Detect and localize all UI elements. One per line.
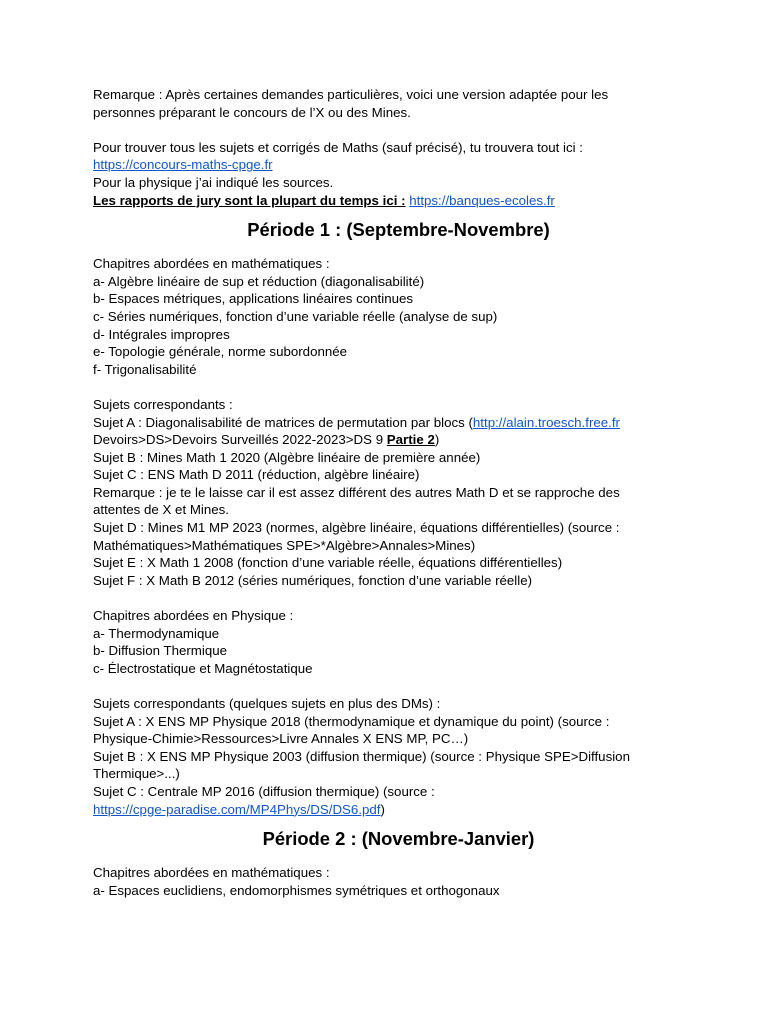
spacer [93,589,708,607]
intro-remark-line-2: personnes préparant le concours de l’X ou des Mines. [93,104,411,120]
jury-reports-link[interactable]: https://banques-ecoles.fr [409,192,555,208]
period-2-math-heading: Chapitres abordées en mathématiques : [93,865,330,881]
subject-a-part: Partie 2 [386,432,435,448]
physics-subject-c-line-1: Sujet C : Centrale MP 2016 (diffusion thermique) (source : [93,783,435,799]
subject-a-close: ) [434,432,440,448]
subject-c-remark-line-1: Remarque : je te le laisse car il est assez différent des autres Math D et se rapproche des [93,484,620,500]
period-1-physics-heading: Chapitres abordées en Physique : [93,608,294,624]
period-1-title: Période 1 : (Septembre-Novembre) [247,219,550,241]
maths-subjects-link[interactable]: https://concours-maths-cpge.fr [93,157,273,173]
math-chapter-item: e- Topologie générale, norme subordonnée [93,344,348,360]
physics-subject-c-link[interactable]: https://cpge-paradise.com/MP4Phys/DS/DS6.pdf [93,801,381,817]
subject-a-path: Devoirs>DS>Devoirs Surveillés 2022-2023>DS 9 [93,432,387,448]
physics-subject-c-line-2 [93,801,708,819]
spacer [93,121,708,139]
math-chapter-item: a- Espaces euclidiens, endomorphismes symétriques et orthogonaux [93,882,500,898]
subject-d-line-1: Sujet D : Mines M1 MP 2023 (normes, algèbre linéaire, équations différentielles) (source : [93,520,620,536]
intro-physics-line: Pour la physique j’ai indiqué les sources. [93,174,334,190]
physics-subject-a-line-2: Physique-Chimie>Ressources>Livre Annales X ENS MP, PC…) [93,731,469,747]
period-1-math-subjects-heading: Sujets correspondants : [93,396,233,412]
jury-reports-label: Les rapports de jury sont la plupart du temps ici : [93,192,406,208]
jury-reports-line [93,192,708,210]
subject-c-remark-line-2: attentes de X et Mines. [93,502,230,518]
subject-a-line-1 [93,414,708,432]
subject-a-link[interactable]: http://alain.troesch.free.fr [472,414,620,430]
subject-e: Sujet E : X Math 1 2008 (fonction d’une variable réelle, équations différentielles) [93,555,563,571]
period-2-title: Période 2 : (Novembre-Janvier) [262,828,535,850]
math-chapter-item: d- Intégrales impropres [93,326,230,342]
physics-chapter-item: b- Diffusion Thermique [93,643,228,659]
physics-subject-c-close: ) [380,801,385,817]
subject-d-line-2: Mathématiques>Mathématiques SPE>*Algèbre>Annales>Mines) [93,537,476,553]
physics-chapter-item: c- Électrostatique et Magnétostatique [93,660,313,676]
intro-remark-line-1: Remarque : Après certaines demandes particulières, voici une version adaptée pour les [93,87,609,102]
period-1-physics-subjects-heading: Sujets correspondants (quelques sujets en plus des DMs) : [93,696,441,711]
physics-chapter-item: a- Thermodynamique [93,625,220,641]
subject-f: Sujet F : X Math B 2012 (séries numériques, fonction d’une variable réelle) [93,572,533,588]
intro-sources-line: Pour trouver tous les sujets et corrigés de Maths (sauf précisé), tu trouvera tout ici : [93,139,583,155]
subject-c: Sujet C : ENS Math D 2011 (réduction, algèbre linéaire) [93,467,420,483]
spacer [93,677,708,695]
math-chapter-item: a- Algèbre linéaire de sup et réduction (diagonalisabilité) [93,273,425,289]
subject-b: Sujet B : Mines Math 1 2020 (Algèbre linéaire de première année) [93,449,481,465]
physics-subject-b-line-1: Sujet B : X ENS MP Physique 2003 (diffusion thermique) (source : Physique SPE>Diffusion [93,748,630,764]
math-chapter-item: b- Espaces métriques, applications linéaires continues [93,291,414,307]
subject-a-text: Sujet A : Diagonalisabilité de matrices de permutation par blocs ( [93,414,473,430]
physics-subject-b-line-2: Thermique>...) [93,766,180,782]
spacer [93,378,708,396]
subject-a-line-2 [93,431,708,449]
math-chapter-item: f- Trigonalisabilité [93,361,197,377]
math-chapter-item: c- Séries numériques, fonction d’une variable réelle (analyse de sup) [93,308,498,324]
physics-subject-a-line-1: Sujet A : X ENS MP Physique 2018 (thermodynamique et dynamique du point) (source : [93,713,610,729]
period-1-math-heading: Chapitres abordées en mathématiques : [93,256,330,272]
